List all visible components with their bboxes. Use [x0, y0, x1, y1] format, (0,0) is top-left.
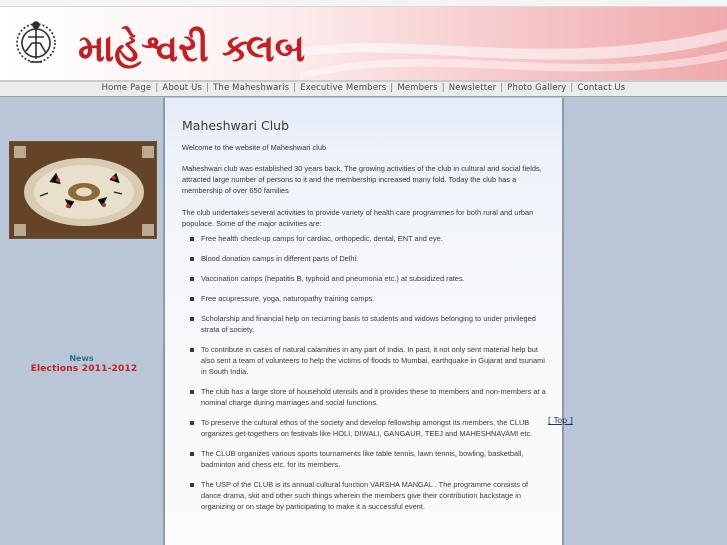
- list-item: To preserve the cultural ethos of the society and develop fellowship amongst its members, the CLUB organizes get-togethers on festivals like HOLI, DIWALI, GANGAUR, TEEJ and MAHESHNAVAMI etc.: [182, 417, 548, 439]
- elections-news-link[interactable]: Elections 2011-2012: [30, 364, 138, 374]
- site-header: [0, 7, 727, 80]
- right-sidebar: [564, 98, 727, 545]
- list-item: The club has a large store of household utensils and it provides these to members and non-members at a nominal charge during marriages and social functions.: [182, 386, 548, 408]
- list-item: The USP of the CLUB is its annual cultural function VARSHA MANGAL . The programme consists of dance drama, skit and other such things wherein the members give their contribution backstage in organizing or on stage by participating to make it a successful event.: [182, 479, 548, 512]
- left-sidebar: [0, 98, 163, 545]
- top-strip: [0, 0, 727, 7]
- page-title: Maheshwari Club: [182, 118, 290, 133]
- list-item: Scholarship and financial help on recurring basis to students and widows belonging to under privileged strata of society.: [182, 313, 548, 335]
- intro-paragraph: Maheshwari club was established 30 years back. The growing activities of the club in cultural and social fields, attracted large number of persons to it and the membership increased many fold. Today the club has a membership of over 650 families: [182, 164, 542, 195]
- nav-link-about-us[interactable]: About Us: [162, 83, 203, 93]
- nav-link-executive-members[interactable]: Executive Members: [300, 83, 387, 93]
- list-item: To contribute in cases of natural calamities in any part of India. In past, it not only sent material help but also sent a team of volunteers to help the victims of floods to Mumbai, earthquake in Gujarat and tsunami in South India.: [182, 344, 548, 377]
- list-item: Vaccination camps (hepatitis B, typhoid and pneumonia etc.) at subsidized rates.: [182, 273, 548, 284]
- site-banner: [0, 7, 727, 80]
- welcome-text: Welcome to the website of Maheshwari club: [182, 143, 327, 152]
- nav-link-contact-us[interactable]: Contact Us: [577, 83, 626, 93]
- nav-separator: |: [155, 83, 159, 93]
- nav-separator: |: [570, 83, 574, 93]
- list-item: Blood donation camps in different parts of Delhi.: [182, 253, 548, 264]
- top-navigation: [0, 82, 727, 97]
- activities-list: [182, 233, 548, 512]
- activities-lead: The club undertakes several activities to provide variety of health care programmes for both rural and urban populace. Some of the major activities are:: [182, 208, 534, 228]
- back-to-top-link[interactable]: [ Top ]: [548, 416, 573, 425]
- site-title: માહેશ્વરી ક્લબ: [78, 26, 306, 70]
- news-heading: News: [69, 354, 94, 363]
- rangoli-floor-art-photo: [9, 141, 157, 239]
- list-item: Free acupressure, yoga, naturopathy training camps.: [182, 293, 548, 304]
- nav-link-home-page[interactable]: Home Page: [101, 83, 152, 93]
- nav-link-newsletter[interactable]: Newsletter: [448, 83, 497, 93]
- nav-separator: |: [441, 83, 445, 93]
- nav-separator: |: [293, 83, 297, 93]
- nav-separator: |: [390, 83, 394, 93]
- list-item: Free health check-up camps for cardiac, orthopedic, dental, ENT and eye.: [182, 233, 548, 244]
- nav-link-photo-gallery[interactable]: Photo Gallery: [507, 83, 567, 93]
- list-item: The CLUB organizes various sports tournaments like table tennis, lawn tennis, bowling, basketball, badminton and chess etc. for its members.: [182, 448, 548, 470]
- main-content: [163, 98, 564, 545]
- nav-separator: |: [206, 83, 210, 93]
- nav-link-members[interactable]: Members: [397, 83, 438, 93]
- nav-separator: |: [500, 83, 504, 93]
- nav-link-the-maheshwaris[interactable]: The Maheshwaris: [213, 83, 290, 93]
